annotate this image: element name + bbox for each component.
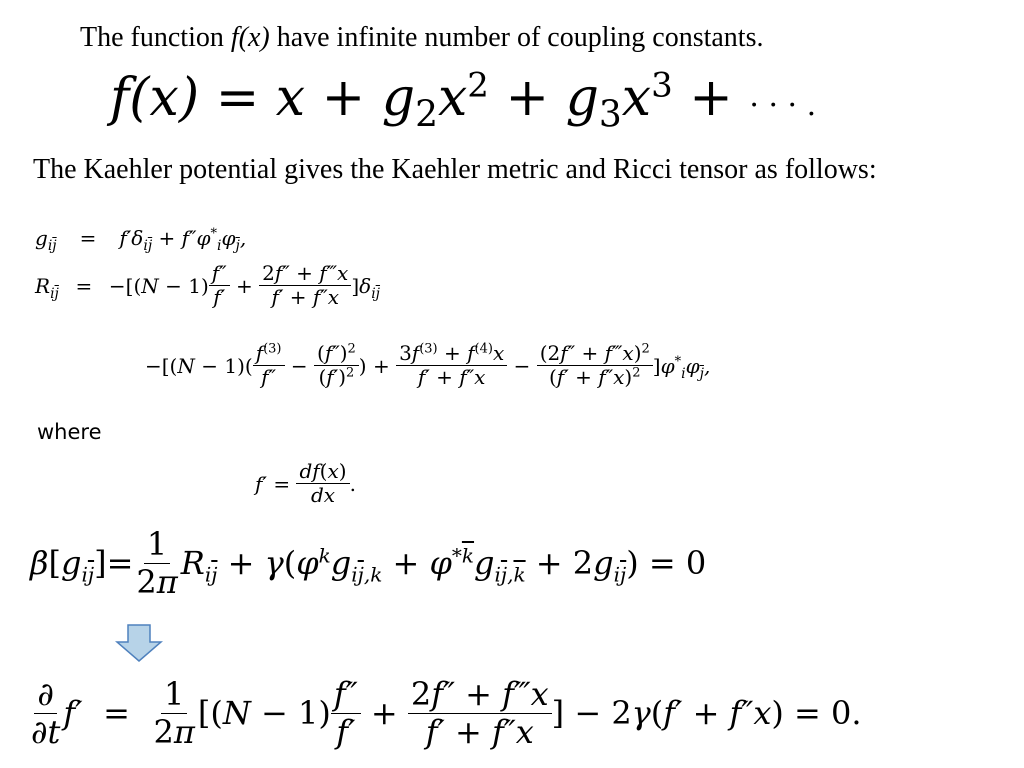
ricci-equation-line2: −[(N − 1)( $\frac{f^{(3)}}{f''}$ − $\frac{(f'')^2}{(f')^2}$ ) + $\frac{3f^{(3)} + f^{(4)}x}{f' + f''x}$ − $\frac{(2f'' + f‴x)^2}{(f' + f''x)^2}$ ]$\varphi^*_i\varphi_{\overline{j}}$, bbox=[145, 341, 711, 389]
where-label: where bbox=[37, 420, 102, 444]
metric-equation: $g_{i\overline{j}} = f'\delta_{i\overline{j}} + f''\varphi^*_i\varphi_{\overline{j}}$, bbox=[35, 226, 247, 254]
intro-fx: f(x) bbox=[230, 22, 270, 53]
ricci-equation-line1: $R_{i\overline{j}}$ = −[(N − 1) $\frac{f''}{f'}$ + $\frac{2f'' + f‴x}{f' + f''x}$ ]$\delta_{i\overline{j}}$ bbox=[35, 261, 381, 309]
kaehler-paragraph: The Kaehler potential gives the Kaehler metric and Ricci tensor as follows: bbox=[33, 154, 877, 185]
beta-equation: $\beta[g_{i\overline{j}}]=$ $\frac{1}{2\pi}$ $R_{i\overline{j}} + \gamma(\varphi^kg_{i\overline{j},k} + \varphi^{*\overline{k}}g_{i\overline{j},\overline{k}} + 2g_{i\overline{j}}) = 0$ bbox=[30, 525, 707, 601]
series-formula: $f(x) = x + g_2x^2 + g_3x^3$ + · · · . bbox=[110, 65, 817, 136]
derivative-definition: f′ = $\frac{df(x)}{dx}$ . bbox=[255, 459, 356, 507]
intro-after: have infinite number of coupling constants. bbox=[269, 22, 764, 53]
down-arrow-icon bbox=[115, 624, 163, 662]
intro-text bbox=[80, 22, 763, 54]
flow-equation: $\frac{\partial}{\partial t}$ f′ = $\frac{1}{2\pi}$ [(N − 1) $\frac{f''}{f'}$ + $\frac{2f'' + f‴x}{f' + f''x}$ ] − 2γ(f′ + f″x) = 0. bbox=[31, 675, 862, 751]
intro-before: The function bbox=[80, 22, 231, 53]
